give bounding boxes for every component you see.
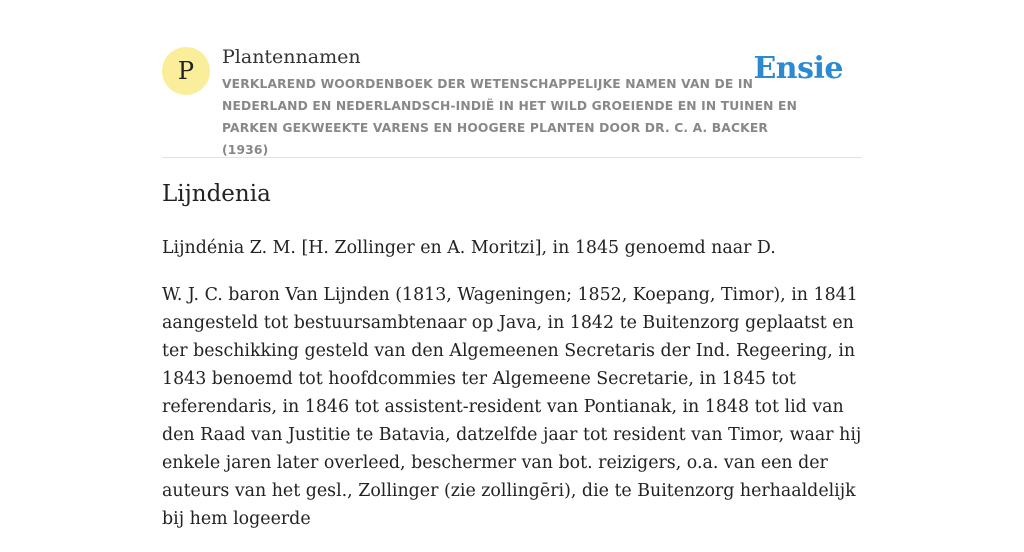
entry-paragraph: Lijndénia Z. M. [H. Zollinger en A. Moritzi], in 1845 genoemd naar D. [162, 238, 776, 258]
dictionary-logo[interactable]: P [162, 47, 210, 95]
ensie-logo-link[interactable]: Ensie [753, 51, 843, 86]
dictionary-description: VERKLAREND WOORDENBOEK DER WETENSCHAPPELIJKE NAMEN VAN DE IN NEDERLAND EN NEDERLANDSCH-INDIË IN HET WILD GROEIENDE EN IN TUINEN EN PARKEN GEKWEEKTE VARENS EN HOOGERE PLANTEN DOOR DR. C. A. BACKER (1936) [222, 77, 798, 157]
dictionary-title[interactable]: Plantennamen [222, 46, 361, 68]
site-header [162, 45, 862, 158]
entry-body [162, 234, 864, 552]
entry-title: Lijndenia [162, 181, 271, 207]
entry-paragraph: W. J. C. baron Van Lijnden (1813, Wageningen; 1852, Koepang, Timor), in 1841 aangesteld tot bestuursambtenaar op Java, in 1842 te Buitenzorg geplaatst en ter beschikking gesteld van den Algemeenen Secretaris der Ind. Regeering, in 1843 benoemd tot hoofdcommies ter Algemeene Secretarie, in 1845 tot referendaris, in 1846 tot assistent-resident van Pontianak, in 1848 tot lid van den Raad van Justitie te Batavia, datzelfde jaar tot resident van Timor, waar hij enkele jaren later overleed, beschermer van bot. reizigers, o.a. van een der auteurs van het gesl., Zollinger (zie zollingēri), die te Buitenzorg herhaaldelijk bij hem logeerde [162, 285, 862, 529]
